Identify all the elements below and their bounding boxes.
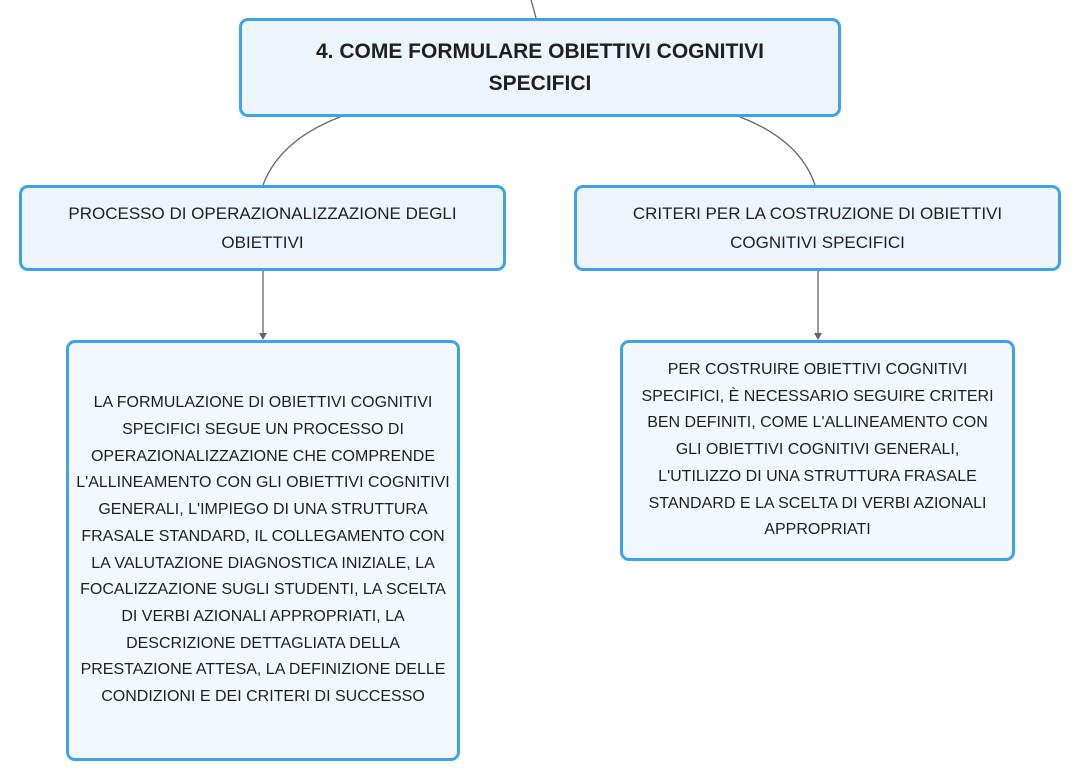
branch-node-operationalization[interactable] [19,185,506,271]
detail-text-operationalization: LA FORMULAZIONE DI OBIETTIVI COGNITIVI SPECIFICI SEGUE UN PROCESSO DI OPERAZIONALIZZAZIONE CHE COMPRENDE L'ALLINEAMENTO CON GLI OBIETTIVI COGNITIVI GENERALI, L'IMPIEGO DI UNA STRUTTURA FRASALE STANDARD, IL COLLEGAMENTO CON LA VALUTAZIONE DIAGNOSTICA INIZIALE, LA FOCALIZZAZIONE SUGLI STUDENTI, LA SCELTA DI VERBI AZIONALI APPROPRIATI, LA DESCRIZIONE DETTAGLIATA DELLA PRESTAZIONE ATTESA, LA DEFINIZIONE DELLE CONDIZIONI E DEI CRITERI DI SUCCESSO [76,394,450,706]
root-topic-node[interactable] [239,18,841,117]
detail-node-operationalization[interactable] [66,340,460,761]
connector-from-parent [531,0,536,18]
connector-root-to-right-branch [740,117,815,185]
branch-label-operationalization: PROCESSO DI OPERAZIONALIZZAZIONE DEGLI OBIETTIVI [68,204,457,252]
branch-label-criteria: CRITERI PER LA COSTRUZIONE DI OBIETTIVI COGNITIVI SPECIFICI [632,204,1003,252]
detail-node-criteria[interactable] [620,340,1015,561]
branch-node-criteria[interactable] [574,185,1061,271]
connector-root-to-left-branch [263,117,340,185]
detail-text-criteria: PER COSTRUIRE OBIETTIVI COGNITIVI SPECIFICI, È NECESSARIO SEGUIRE CRITERI BEN DEFINITI, COME L'ALLINEAMENTO CON GLI OBIETTIVI COGNITIVI GENERALI, L'UTILIZZO DI UNA STRUTTURA FRASALE STANDARD E LA SCELTA DI VERBI AZIONALI APPROPRIATI [641,361,994,539]
arrow-head-right [814,333,822,340]
root-topic-label: 4. COME FORMULARE OBIETTIVI COGNITIVI SPECIFICI [315,39,764,95]
arrow-head-left [259,333,267,340]
